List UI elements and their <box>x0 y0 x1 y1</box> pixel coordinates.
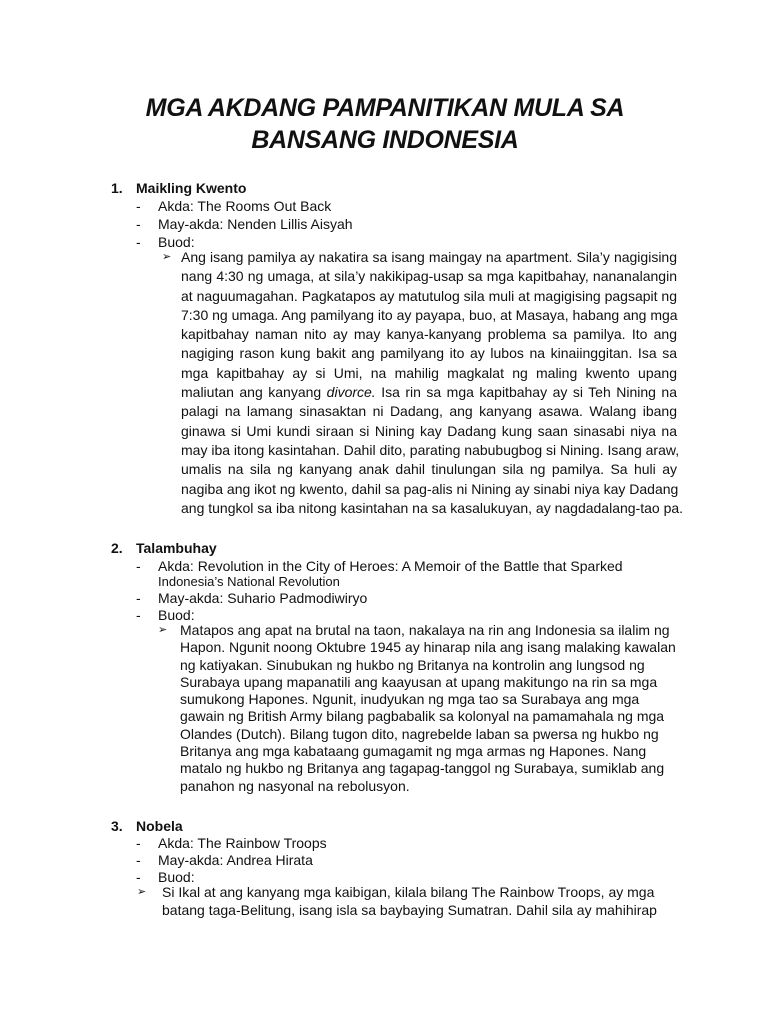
summary-line: umalis na sila ng kanyang anak dahil tinulungan sila ng pamilya. Sa huli ay <box>181 461 677 478</box>
title-line-2: BANSANG INDONESIA <box>251 126 519 154</box>
summary-line: 7:30 ng umaga. Ang pamilyang ito ay payapa, buo, at Masaya, habang ang mga <box>181 306 678 323</box>
akda-text: Akda: Revolution in the City of Heroes: A Memoir of the Battle that Sparked <box>158 558 623 574</box>
akda-row <box>136 198 331 214</box>
summary-line: gawain ng British Army bilang pagbabalik sa kolonyal na pamamahala ng mga <box>180 708 665 725</box>
section-number: 1. <box>111 180 123 196</box>
summary-line: Hapon. Ngunit noong Oktubre 1945 ay hinarap nila ang isang malaking kawalan <box>180 639 676 656</box>
dash-bullet: - <box>136 590 141 606</box>
summary-line: kapitbahay naman nito ay may kanya-kanyang problema sa pamilya. Ito ang <box>181 326 677 343</box>
summary-block <box>137 883 662 919</box>
summary-italic-word: divorce. <box>326 384 376 401</box>
summary-text <box>181 248 684 518</box>
section-heading <box>111 540 217 556</box>
akda-text: Akda: The Rainbow Troops <box>158 835 327 851</box>
summary-line: nang 4:30 ng umaga, at sila’y nakikipag-usap sa mga kapitbahay, nananalangin <box>181 268 677 285</box>
summary-line: panahon ng nasyonal na rebolusyon. <box>180 777 410 794</box>
title-line-1: MGA AKDANG PAMPANITIKAN MULA SA <box>145 94 625 122</box>
section-heading-text: Nobela <box>136 818 183 834</box>
mayakda-text: May-akda: Nenden Lillis Aisyah <box>158 216 353 232</box>
akda-row <box>136 558 623 589</box>
arrow-bullet-icon: ➢ <box>158 624 168 636</box>
summary-line: ang tungkol sa iba nitong kasintahan na sa kasalukuyan, ay nagdadalang-tao pa. <box>181 499 684 516</box>
dash-bullet: - <box>136 835 141 851</box>
summary-line: may iba itong kasintahan. Dahil dito, parating nabubugbog si Nining. Isang araw, <box>181 441 680 458</box>
summary-line: nagiging rason kung bakit ang pamilyang ito ay lubos na kinaiinggitan. Isa sa <box>181 345 677 362</box>
summary-line: at naguumagahan. Pagkatapos ay matutulog sila muli at magigising pagsapit ng <box>181 287 677 304</box>
summary-text <box>180 622 678 795</box>
buod-row <box>136 607 195 623</box>
summary-line: nagiba ang ikot ng kwento, dahil sa pag-alis ni Nining ay sinabi niya kay Dadang <box>181 480 679 497</box>
buod-label: Buod: <box>158 607 195 623</box>
summary-line: ng katiyakan. Sinubukan ng hukbo ng Britanya na kontrolin ang lungsod ng <box>180 656 645 673</box>
dash-bullet: - <box>136 234 141 250</box>
section-number: 2. <box>111 540 123 556</box>
summary-block <box>158 622 678 795</box>
dash-bullet: - <box>136 558 141 574</box>
summary-line: Britanya ang mga kabataang gumagamit ng mga armas ng Hapones. Nang <box>180 743 647 760</box>
summary-line: Si Ikal at ang kanyang mga kaibigan, kilala bilang The Rainbow Troops, ay mga <box>162 884 655 900</box>
summary-block <box>162 248 684 518</box>
dash-bullet: - <box>136 198 141 214</box>
section-heading <box>111 818 183 834</box>
section-heading-text: Maikling Kwento <box>136 180 247 196</box>
section-number: 3. <box>111 818 123 834</box>
mayakda-text: May-akda: Andrea Hirata <box>158 852 313 868</box>
summary-line: palagi na lamang sinasaktan ni Dadang, ang kanyang asawa. Walang ibang <box>181 403 677 420</box>
buod-label: Buod: <box>158 234 195 250</box>
summary-line: ginawa si Umi kundi siraan si Nining kay Dadang kung saan sinasabi niya na <box>181 422 677 439</box>
arrow-bullet-icon: ➢ <box>137 886 147 898</box>
summary-line-with-italic <box>181 383 677 402</box>
mayakda-row <box>136 216 353 232</box>
dash-bullet: - <box>136 216 141 232</box>
akda-text: Akda: The Rooms Out Back <box>158 198 332 214</box>
dash-bullet: - <box>136 607 141 623</box>
summary-line: Surabaya upang mapanatili ang kaayusan at upang makitungo na rin sa mga <box>180 673 658 690</box>
akda-row <box>136 835 327 851</box>
arrow-bullet-icon: ➢ <box>162 251 172 263</box>
buod-label: Buod: <box>158 869 195 885</box>
summary-fragment: Isa rin sa mga kapitbahay ay si Teh Nining na <box>381 384 677 401</box>
mayakda-text: May-akda: Suhario Padmodiwiryo <box>158 590 368 606</box>
summary-fragment: maliutan ang kanyang <box>181 384 322 401</box>
summary-line: Ang isang pamilya ay nakatira sa isang maingay na apartment. Sila’y nagigising <box>181 249 677 265</box>
summary-line: sumukong Hapones. Ngunit, inudyukan ng mga tao sa Surabaya ang mga <box>180 691 640 708</box>
summary-line: matalo ng hukbo ng Britanya ang tagapag-tanggol ng Surabaya, sumiklab ang <box>180 760 665 777</box>
mayakda-row <box>136 590 367 606</box>
akda-continued: Indonesia’s National Revolution <box>158 574 340 589</box>
summary-line: Olandes (Dutch). Bilang tugon dito, nagrebelde laban sa pwersa ng hukbo ng <box>180 725 659 742</box>
dash-bullet: - <box>136 869 141 885</box>
summary-text <box>162 883 662 919</box>
section-heading-text: Talambuhay <box>136 540 217 556</box>
section-heading <box>111 180 246 196</box>
document-title <box>90 92 680 156</box>
mayakda-row <box>136 852 313 868</box>
summary-line: Matapos ang apat na brutal na taon, nakalaya na rin ang Indonesia sa ilalim ng <box>180 622 670 638</box>
summary-line: mga kapitbahay ay si Umi, na mahilig magkalat ng maling kwento upang <box>181 364 677 381</box>
dash-bullet: - <box>136 852 141 868</box>
summary-line: batang taga-Belitung, isang isla sa baybaying Sumatran. Dahil sila ay mahihirap <box>162 902 657 918</box>
